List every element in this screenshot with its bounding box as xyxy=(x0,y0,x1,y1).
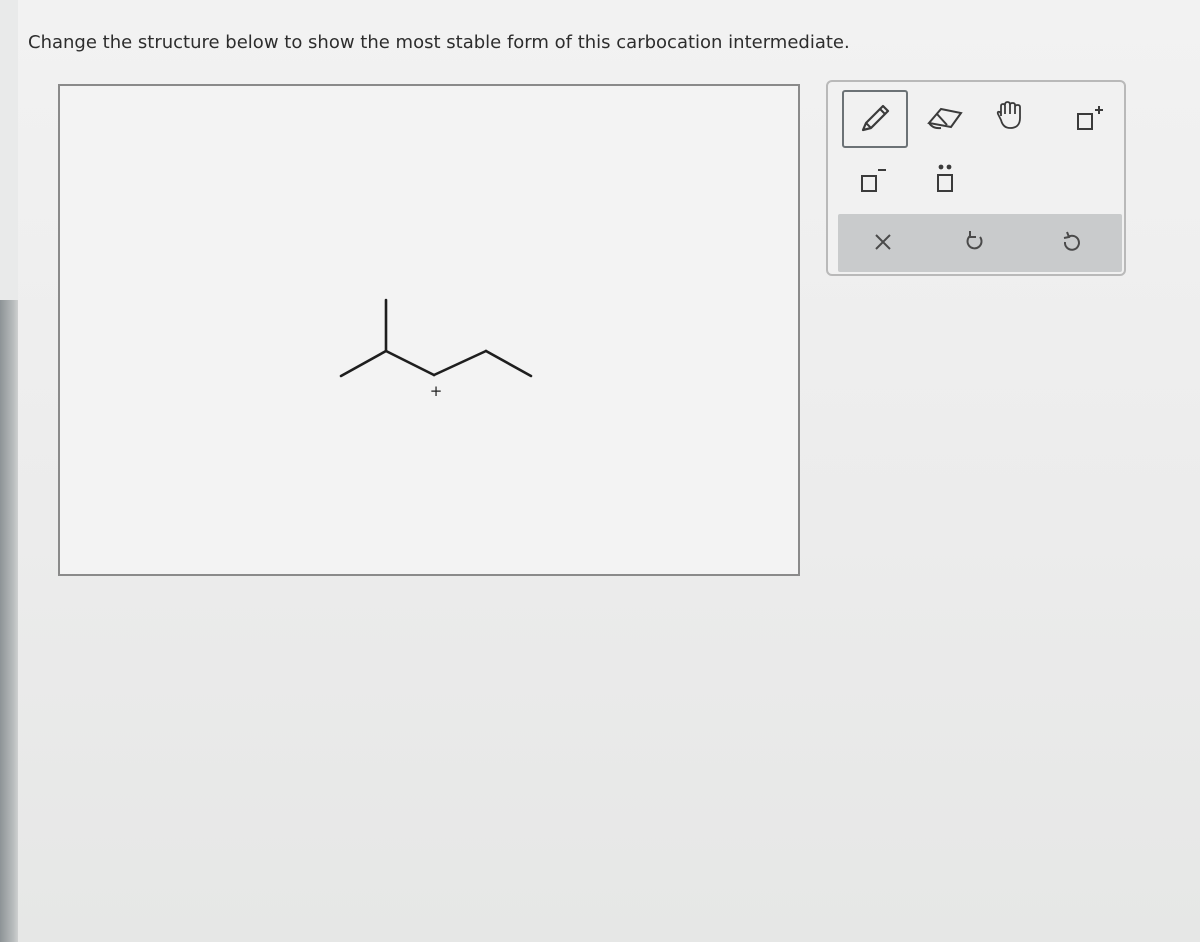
hand-tool[interactable] xyxy=(980,90,1042,142)
redo-icon xyxy=(1057,228,1085,256)
positive-charge-icon xyxy=(1069,100,1109,136)
negative-charge-tool[interactable] xyxy=(840,154,902,206)
question-instruction: Change the structure below to show the most stable form of this carbocation intermediate. xyxy=(28,32,850,53)
drawing-toolbar xyxy=(826,80,1126,276)
redo-button[interactable] xyxy=(1040,216,1102,268)
clear-button[interactable] xyxy=(852,216,914,268)
lone-pair-icon xyxy=(927,158,963,198)
skeletal-structure[interactable] xyxy=(60,86,802,578)
eraser-tool[interactable] xyxy=(914,92,976,144)
bond[interactable] xyxy=(386,351,434,375)
eraser-icon xyxy=(923,103,967,133)
hand-icon xyxy=(993,98,1029,134)
bond[interactable] xyxy=(434,351,486,375)
undo-icon xyxy=(961,228,989,256)
negative-charge-icon xyxy=(851,162,891,198)
bond[interactable] xyxy=(486,351,531,376)
close-icon xyxy=(870,229,896,255)
positive-charge-label: + xyxy=(429,382,443,400)
bond[interactable] xyxy=(341,351,386,376)
lone-pair-tool[interactable] xyxy=(914,152,976,204)
drawing-canvas[interactable] xyxy=(58,84,800,576)
positive-charge-tool[interactable] xyxy=(1058,92,1120,144)
pencil-icon xyxy=(855,99,895,139)
undo-button[interactable] xyxy=(944,216,1006,268)
pencil-tool[interactable] xyxy=(842,90,908,148)
